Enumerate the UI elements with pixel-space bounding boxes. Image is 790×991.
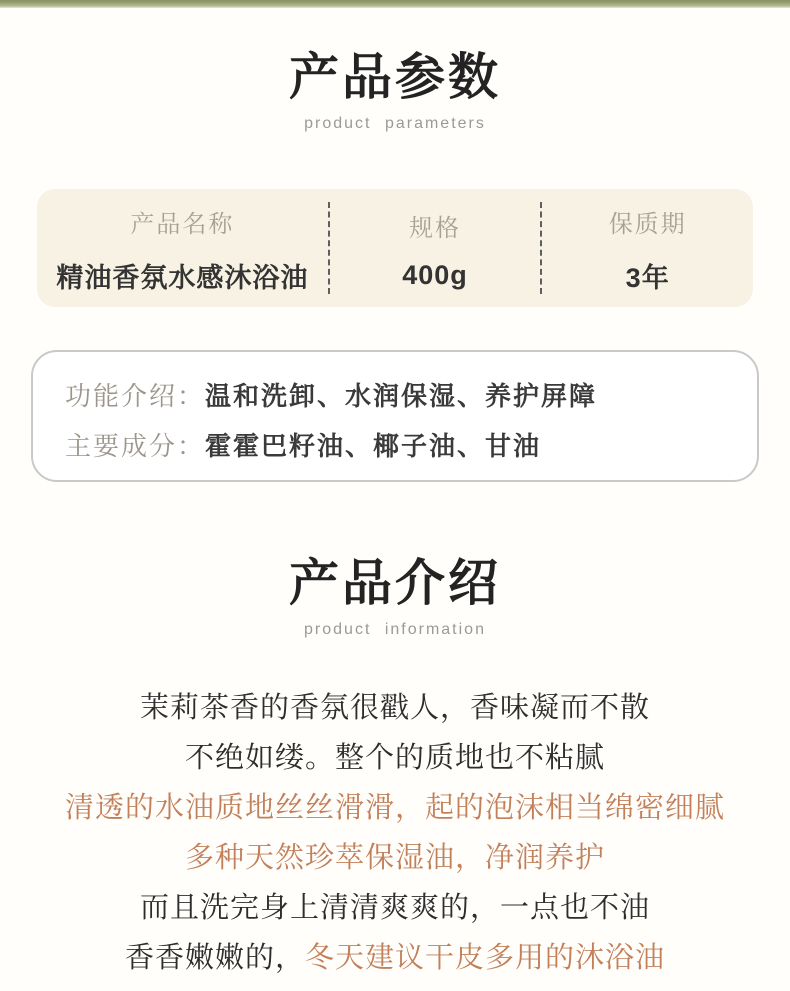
intro-line-6-dark-segment: 香香嫩嫩的， xyxy=(124,942,305,974)
info-value-ingredients: 霍霍巴籽油、椰子油、甘油 xyxy=(205,431,542,461)
info-label-ingredients: 主要成分： xyxy=(65,431,206,461)
section-title-parameters: 产品参数 xyxy=(289,49,501,105)
spec-value-specification: 400g xyxy=(402,259,468,290)
intro-paragraph xyxy=(0,683,790,983)
intro-line-1: 茉莉茶香的香氛很戳人，香味凝而不散 xyxy=(139,692,650,724)
spec-label-shelf-life: 保质期 xyxy=(608,210,687,238)
intro-line-6-brown-segment: 冬天建议干皮多用的沐浴油 xyxy=(305,942,666,974)
info-value-function: 温和洗卸、水润保湿、养护屏障 xyxy=(205,381,598,411)
info-label-function: 功能介绍： xyxy=(65,381,206,411)
section-subtitle-parameters: product parameters xyxy=(304,115,486,132)
intro-line-5: 而且洗完身上清清爽爽的，一点也不油 xyxy=(139,892,650,924)
spec-label-specification: 规格 xyxy=(409,214,462,242)
intro-line-6 xyxy=(0,933,790,983)
spec-value-shelf-life: 3年 xyxy=(625,262,670,293)
spec-value-product-name: 精油香氛水感沐浴油 xyxy=(56,262,309,293)
spec-col-shelf-life xyxy=(542,189,753,307)
spec-label-product-name: 产品名称 xyxy=(130,210,235,238)
top-edge-strip xyxy=(0,0,790,8)
info-row-function xyxy=(65,381,757,412)
intro-line-3: 清透的水油质地丝丝滑滑，起的泡沫相当绵密细腻 xyxy=(64,792,725,824)
intro-line-2: 不绝如缕。整个的质地也不粘腻 xyxy=(184,742,605,774)
info-row-ingredients xyxy=(65,431,757,462)
info-box xyxy=(31,350,759,482)
intro-line-4: 多种天然珍萃保湿油，净润养护 xyxy=(184,842,605,874)
spec-col-specification xyxy=(330,189,541,307)
product-introduction-section xyxy=(0,554,790,983)
product-parameters-section xyxy=(0,48,790,482)
spec-card xyxy=(37,189,753,307)
section-title-introduction: 产品介绍 xyxy=(289,555,501,611)
spec-col-product-name xyxy=(37,189,328,307)
section-subtitle-introduction: product information xyxy=(304,621,486,638)
